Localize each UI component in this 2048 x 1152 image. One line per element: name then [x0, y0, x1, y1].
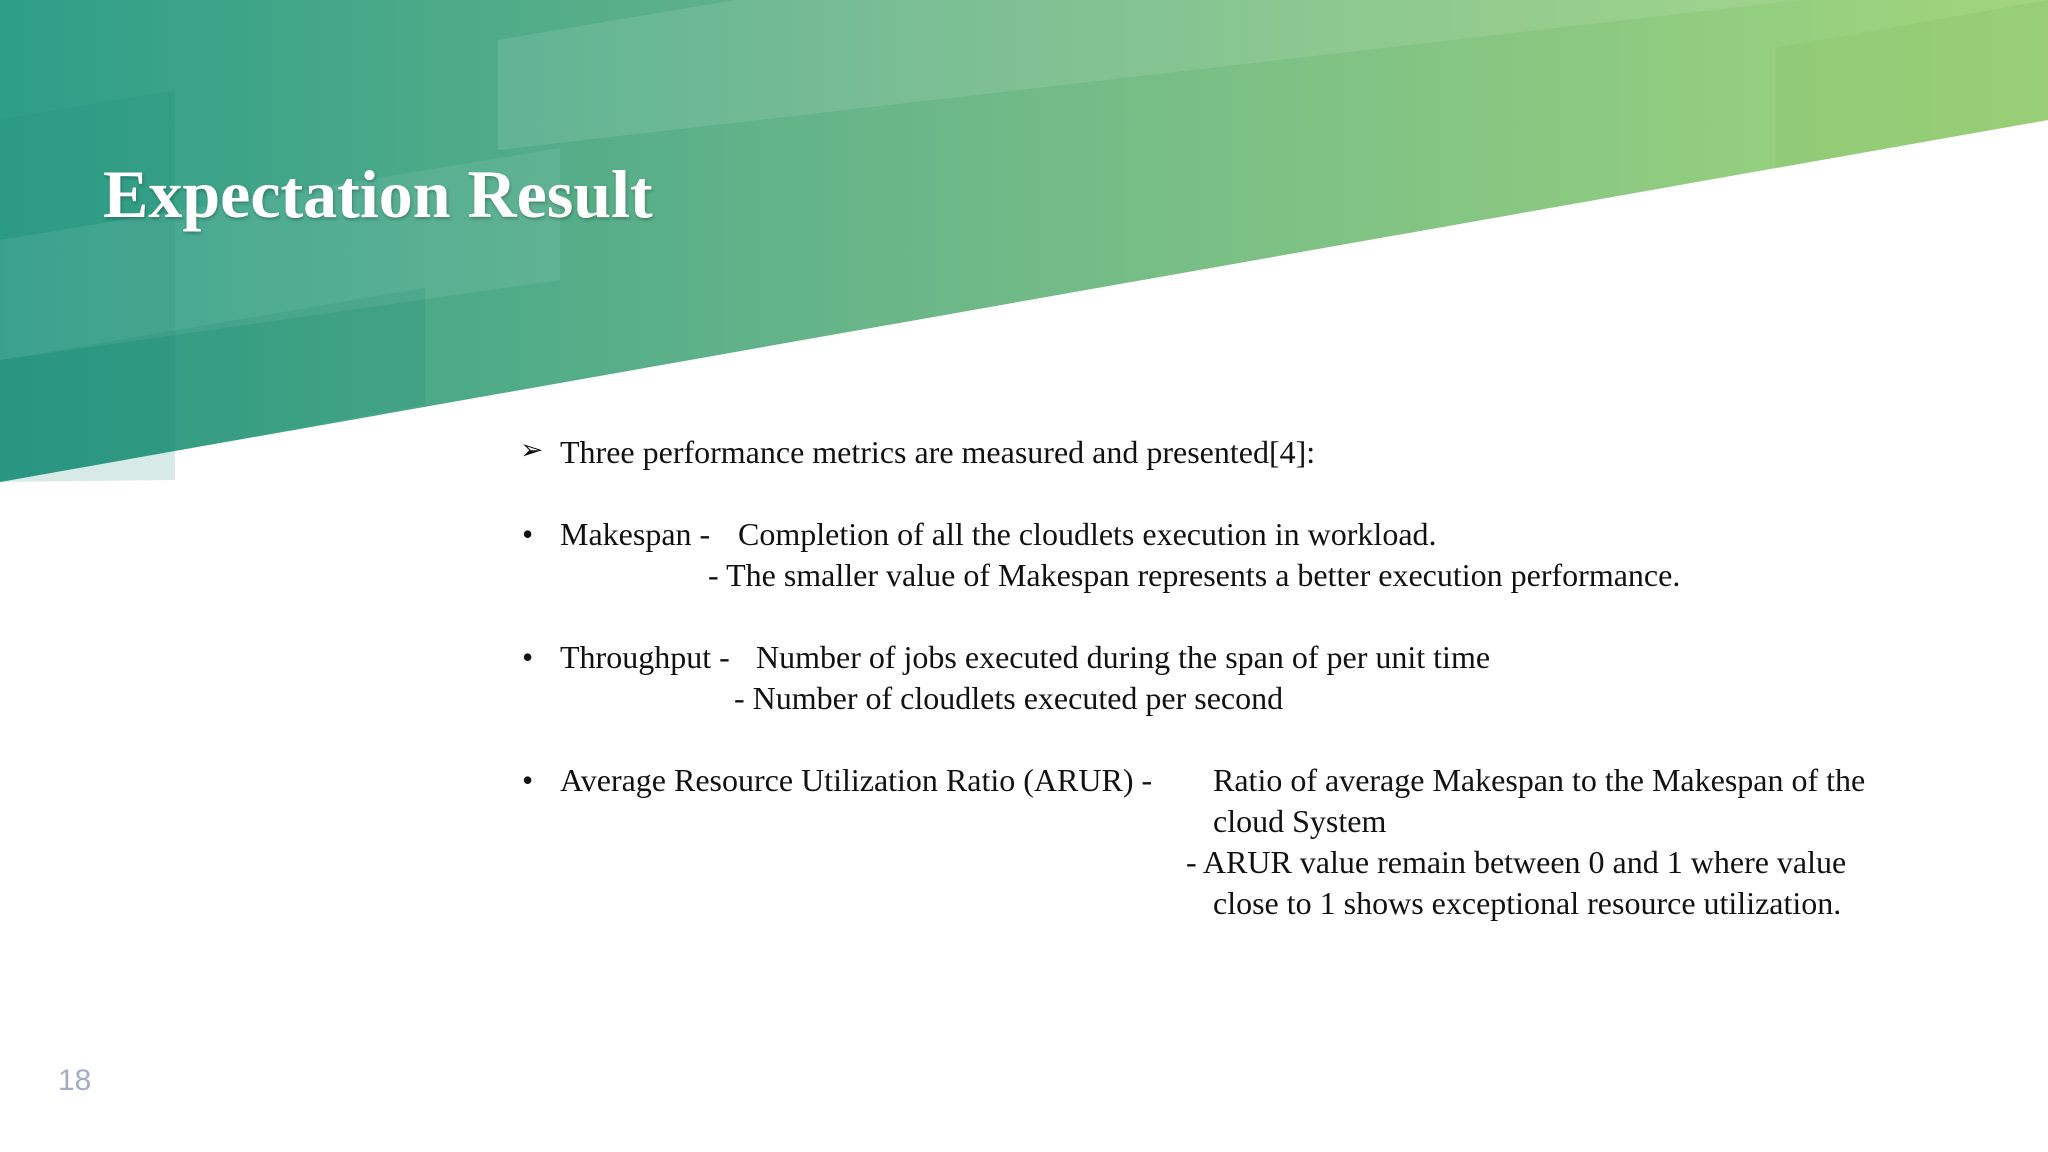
metric-makespan-line-1: Completion of all the cloudlets execution in workload.	[738, 516, 1437, 552]
metric-makespan-line-2: - The smaller value of Makespan represents a better execution performance.	[708, 557, 1681, 593]
metric-arur-line-1: Ratio of average Makespan to the Makespan of the	[1213, 762, 1866, 798]
arrow-bullet-icon: ➢	[520, 433, 544, 466]
metric-arur-name: Average Resource Utilization Ratio (ARUR) -	[560, 762, 1153, 798]
slide-title: Expectation Result	[103, 156, 653, 232]
metric-makespan-name: Makespan -	[560, 516, 711, 552]
page-number: 18	[58, 1064, 92, 1097]
metric-throughput-name: Throughput -	[560, 639, 730, 675]
bullet-icon: •	[522, 762, 534, 798]
metric-throughput-line-2: - Number of cloudlets executed per second	[734, 680, 1284, 716]
bullet-icon: •	[522, 516, 534, 552]
metric-throughput-line-1: Number of jobs executed during the span of per unit time	[756, 639, 1491, 675]
metric-arur-line-2: cloud System	[1213, 803, 1387, 839]
bullet-icon: •	[522, 639, 534, 675]
metric-arur-line-3: - ARUR value remain between 0 and 1 where value	[1186, 844, 1847, 880]
intro-text: Three performance metrics are measured and presented[4]:	[560, 434, 1316, 470]
metric-arur-line-4: close to 1 shows exceptional resource utilization.	[1213, 885, 1842, 921]
